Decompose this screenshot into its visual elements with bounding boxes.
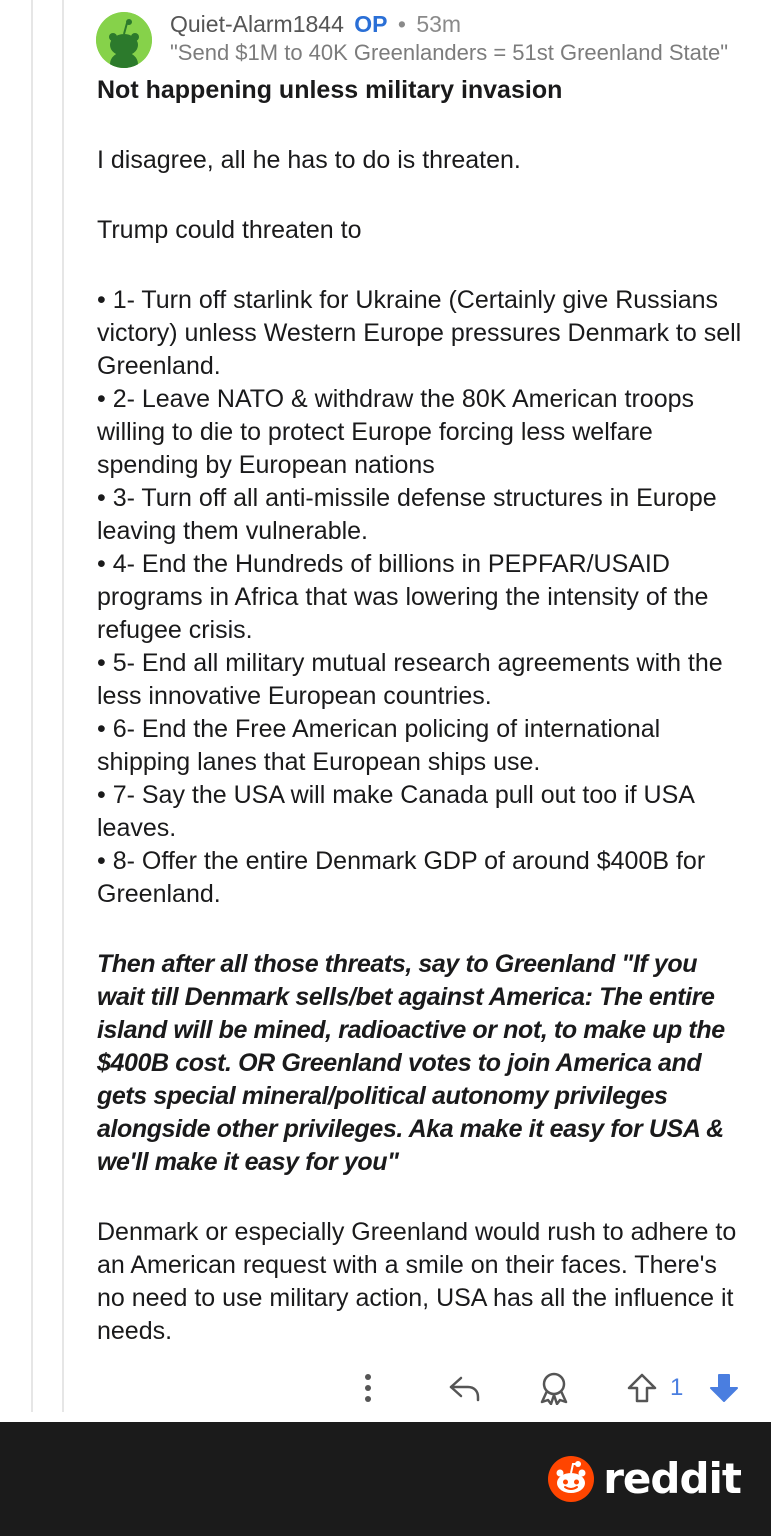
vote-score: 1 [670, 1374, 684, 1401]
emphasized-paragraph: Then after all those threats, say to Greenland "If you wait till Denmark sells/bet against America: The entire island will be mined, radioactive or not, to make up the $400B cost. OR Greenland votes to join America and gets special mineral/political autonomy privileges alongside other privileges. Aka make it easy for USA & we'll make it easy for you" [97, 950, 725, 1176]
threat-list [97, 284, 747, 911]
list-item: • 7- Say the USA will make Canada pull out too if USA leaves. [97, 781, 694, 842]
reddit-logo [547, 1454, 741, 1503]
comment-paragraph-2: Trump could threaten to [97, 216, 362, 244]
comment-heading: Not happening unless military invasion [97, 76, 563, 104]
vertical-ellipsis-icon [363, 1373, 373, 1403]
downvote-button[interactable] [702, 1364, 746, 1412]
downvote-arrow-filled-icon [708, 1372, 740, 1404]
list-item: • 3- Turn off all anti-missile defense structures in Europe leaving them vulnerable. [97, 484, 717, 545]
upvote-button[interactable] [620, 1364, 664, 1412]
reply-arrow-icon [448, 1373, 482, 1403]
thread-line-inner[interactable] [62, 0, 64, 1412]
footer-bar [0, 1422, 771, 1536]
reddit-snoo-logo-icon [547, 1455, 595, 1503]
upvote-arrow-icon [626, 1372, 658, 1404]
list-item: • 2- Leave NATO & withdraw the 80K American troops willing to die to protect Europe forcing less welfare spending by European nations [97, 385, 694, 479]
list-item: • 8- Offer the entire Denmark GDP of around $400B for Greenland. [97, 847, 706, 908]
reply-button[interactable] [440, 1364, 490, 1412]
list-item: • 6- End the Free American policing of international shipping lanes that European ships use. [97, 715, 661, 776]
list-item: • 4- End the Hundreds of billions in PEPFAR/USAID programs in Africa that was lowering the intensity of the refugee crisis. [97, 550, 709, 644]
user-avatar[interactable] [96, 12, 152, 68]
thread-line-outer [31, 0, 33, 1412]
list-item: • 1- Turn off starlink for Ukraine (Certainly give Russians victory) unless Western Europe pressures Denmark to sell Greenland. [97, 286, 742, 380]
comment-action-bar [0, 1364, 771, 1412]
comment-paragraph-3: Denmark or especially Greenland would rush to adhere to an American request with a smile on their faces. There's no need to use military action, USA has all the influence it needs. [97, 1218, 737, 1345]
award-button[interactable] [530, 1364, 578, 1412]
reddit-wordmark: reddit [603, 1454, 741, 1503]
meta-separator: • [397, 11, 406, 37]
snoo-avatar-icon [96, 12, 152, 68]
user-flair: "Send $1M to 40K Greenlanders = 51st Greenland State" [170, 40, 729, 65]
comment-meta [170, 10, 770, 38]
list-item: • 5- End all military mutual research agreements with the less innovative European countries. [97, 649, 723, 710]
comment-paragraph-1: I disagree, all he has to do is threaten. [97, 146, 521, 174]
comment-age: 53m [416, 11, 462, 37]
award-ribbon-icon [538, 1371, 570, 1405]
more-options-button[interactable] [350, 1364, 386, 1412]
op-badge: OP [354, 11, 388, 37]
username-link[interactable]: Quiet-Alarm1844 [170, 11, 344, 37]
comment-body [97, 74, 747, 1348]
